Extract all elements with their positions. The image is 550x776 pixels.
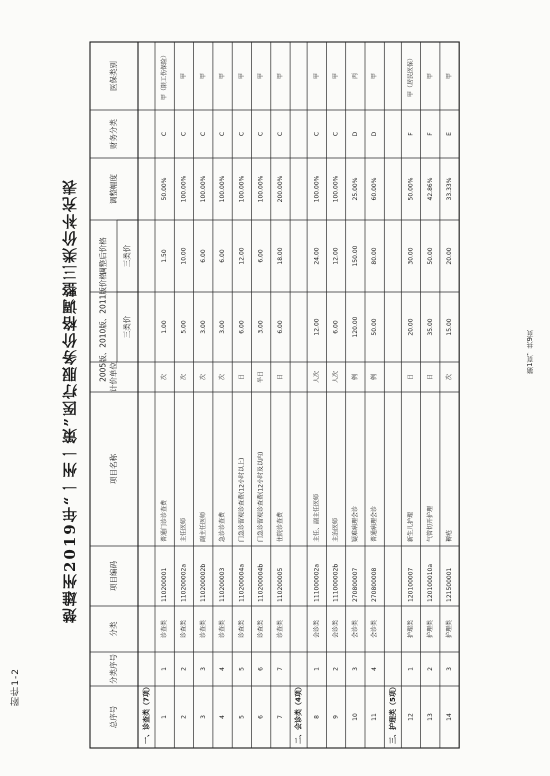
table-cell-total: 4 xyxy=(219,715,227,719)
table-cell-total: 9 xyxy=(332,715,340,719)
table-cell-unit: 半日 xyxy=(257,370,265,384)
table-cell-idx: 4 xyxy=(219,667,227,671)
table-cell-unit: 人次 xyxy=(332,370,340,384)
table-cell-code: 110200004a xyxy=(238,563,246,602)
table-cell-name: 普通门诊诊查费 xyxy=(161,499,169,542)
table-cell-range: 200.00% xyxy=(276,175,284,203)
table-cell-new: 10.00 xyxy=(180,247,188,265)
table-cell-category: 诊查类 xyxy=(219,619,227,639)
header-price-adjusted-group: 调整后价格 xyxy=(98,237,108,275)
table-cell-name: 住院诊查费 xyxy=(276,511,284,542)
table-cell-category: 诊查类 xyxy=(257,619,265,639)
table-cell-category: 护理类 xyxy=(446,619,454,639)
table-cell-category: 会诊类 xyxy=(371,619,379,639)
table-cell-total: 14 xyxy=(446,713,454,721)
table-cell-unit: 人次 xyxy=(313,370,321,384)
table-cell-insurance: 甲 xyxy=(371,72,379,80)
table-cell-code: 110200005 xyxy=(276,567,284,602)
table-cell-old: 3.00 xyxy=(219,320,227,334)
header-category-index: 分类序号 xyxy=(109,654,118,684)
table-cell-finance: C xyxy=(219,131,227,137)
table-cell-insurance: 甲（限工伤保险） xyxy=(161,51,169,101)
table-cell-range: 100.00% xyxy=(238,175,246,203)
table-cell-name: 急诊诊查费 xyxy=(219,511,227,542)
table-cell-unit: 次 xyxy=(161,373,169,381)
table-cell-idx: 1 xyxy=(313,667,321,671)
table-cell-total: 2 xyxy=(180,715,188,719)
table-cell-name: 主任医师 xyxy=(180,517,188,542)
table-cell-new: 12.00 xyxy=(238,247,246,265)
table-cell-name: 门急诊留观诊查费(12小时以上) xyxy=(238,457,246,542)
table-cell-new: 50.00 xyxy=(426,247,434,265)
table-cell-code: 120100010a xyxy=(426,563,434,602)
table-cell-insurance: 甲 xyxy=(199,72,207,80)
table-cell-new: 1.50 xyxy=(161,249,169,263)
header-category: 分类 xyxy=(109,621,118,637)
table-cell-unit: 次 xyxy=(199,373,207,381)
table-cell-insurance: 甲 xyxy=(219,72,227,80)
table-cell-category: 会诊类 xyxy=(351,619,359,639)
table-cell-old: 12.00 xyxy=(313,318,321,336)
table-cell-code: 121500001 xyxy=(446,567,454,602)
table-cell-finance: C xyxy=(180,131,188,137)
table-cell-insurance: 甲 xyxy=(313,72,321,80)
table-cell-new: 12.00 xyxy=(332,247,340,265)
table-cell-category: 会诊类 xyxy=(332,619,340,639)
table-cell-code: 270800007 xyxy=(351,567,359,602)
table-cell-idx: 3 xyxy=(351,667,359,671)
table-cell-idx: 4 xyxy=(371,667,379,671)
table-cell-unit: 日 xyxy=(407,373,415,381)
table-cell-unit: 次 xyxy=(180,373,188,381)
table-cell-old: 6.00 xyxy=(238,320,246,334)
header-price-2005-class: 三类价 xyxy=(122,315,132,339)
table-cell-finance: C xyxy=(257,131,265,137)
table-cell-old: 15.00 xyxy=(446,318,454,336)
table-cell-old: 5.00 xyxy=(180,320,188,334)
table-cell-range: 100.00% xyxy=(313,175,321,203)
header-adjust-range: 调整幅度 xyxy=(109,174,118,204)
table-cell-total: 12 xyxy=(407,713,415,721)
table-cell-old: 3.00 xyxy=(257,320,265,334)
table-cell-name: 新生儿护理 xyxy=(407,511,415,542)
table-cell-old: 120.00 xyxy=(351,316,359,338)
table-cell-idx: 2 xyxy=(426,667,434,671)
table-cell-old: 3.00 xyxy=(199,320,207,334)
table-cell-old: 6.00 xyxy=(332,320,340,334)
page-number: 第1页，共9页 xyxy=(526,330,534,374)
table-cell-code: 110200002a xyxy=(180,563,188,602)
header-finance-class: 财务分类 xyxy=(109,119,118,149)
table-cell-total: 5 xyxy=(238,715,246,719)
table-cell-idx: 1 xyxy=(161,667,169,671)
table-cell-finance: D xyxy=(371,131,379,137)
table-cell-new: 24.00 xyxy=(313,247,321,265)
table-cell-total: 11 xyxy=(371,713,379,721)
table-cell-old: 1.00 xyxy=(161,320,169,334)
section-row-background xyxy=(139,43,155,748)
header-item-code: 项目编码 xyxy=(109,561,118,591)
table-cell-unit: 次 xyxy=(219,373,227,381)
table-cell-insurance: 甲（居民医保） xyxy=(407,54,415,98)
table-cell-insurance: 丙 xyxy=(351,72,359,80)
table-cell-idx: 3 xyxy=(199,667,207,671)
table-cell-range: 100.00% xyxy=(199,175,207,203)
table-cell-range: 60.00% xyxy=(371,177,379,201)
table-cell-idx: 1 xyxy=(407,667,415,671)
table-cell-total: 10 xyxy=(351,713,359,721)
table-cell-code: 120100007 xyxy=(407,567,415,602)
table-cell-name: 主任、副主任医师 xyxy=(313,493,321,542)
table-cell-range: 50.00% xyxy=(161,177,169,201)
table-cell-idx: 7 xyxy=(276,667,284,671)
header-price-adjusted-class: 三类价 xyxy=(122,244,132,268)
table-cell-old: 6.00 xyxy=(276,320,284,334)
table-cell-code: 111000002a xyxy=(313,563,321,602)
table-cell-total: 3 xyxy=(199,715,207,719)
table-cell-code: 111000002b xyxy=(332,563,340,602)
table-cell-finance: C xyxy=(199,131,207,137)
table-cell-code: 110200003 xyxy=(219,567,227,602)
table-cell-new: 6.00 xyxy=(257,249,265,263)
table-cell-finance: D xyxy=(351,131,359,137)
table-cell-new: 20.00 xyxy=(446,247,454,265)
table-cell-total: 8 xyxy=(313,715,321,719)
table-cell-unit: 日 xyxy=(238,373,246,381)
header-insurance-class: 医保类别 xyxy=(109,61,118,91)
table-cell-old: 35.00 xyxy=(426,318,434,336)
table-cell-category: 诊查类 xyxy=(276,619,284,639)
section-title: 一、诊查类（7项） xyxy=(142,683,151,744)
table-cell-code: 270800008 xyxy=(371,567,379,602)
table-cell-insurance: 甲 xyxy=(276,72,284,80)
section-title: 三、护理类（5项） xyxy=(388,683,397,744)
table-cell-total: 1 xyxy=(161,715,169,719)
table-cell-insurance: 甲 xyxy=(332,72,340,80)
table-cell-finance: F xyxy=(426,132,434,136)
table-cell-range: 33.33% xyxy=(446,177,454,201)
attachment-label: 附件1-2 xyxy=(11,668,21,706)
table-cell-idx: 5 xyxy=(238,667,246,671)
table-cell-code: 110200002b xyxy=(199,563,207,602)
section-title: 二、会诊类（4项） xyxy=(294,683,303,744)
table-cell-finance: C xyxy=(238,131,246,137)
table-cell-name: 普通病理会诊 xyxy=(371,505,379,542)
table-cell-idx: 6 xyxy=(257,667,265,671)
table-cell-finance: F xyxy=(407,132,415,136)
header-total-index: 总序号 xyxy=(109,705,118,729)
table-cell-new: 18.00 xyxy=(276,247,284,265)
table-cell-range: 100.00% xyxy=(219,175,227,203)
table-cell-new: 80.00 xyxy=(371,247,379,265)
table-cell-total: 6 xyxy=(257,715,265,719)
table-cell-category: 会诊类 xyxy=(313,619,321,639)
table-cell-new: 150.00 xyxy=(351,245,359,267)
table-cell-insurance: 甲 xyxy=(257,72,265,80)
section-row-background xyxy=(385,43,401,748)
table-cell-unit: 次 xyxy=(446,373,454,381)
table-cell-finance: C xyxy=(313,131,321,137)
document-title: 楚雄州2019年“一州一策”医疗服务价格调整三类价补充表 xyxy=(61,177,79,623)
table-cell-range: 100.00% xyxy=(257,175,265,203)
header-item-name: 项目名称 xyxy=(109,454,118,484)
section-row-background xyxy=(291,43,307,748)
table-cell-new: 6.00 xyxy=(219,249,227,263)
table-cell-insurance: 甲 xyxy=(238,72,246,80)
table-cell-finance: E xyxy=(446,132,454,136)
table-cell-insurance: 甲 xyxy=(180,72,188,80)
table-cell-range: 50.00% xyxy=(407,177,415,201)
table-cell-total: 13 xyxy=(426,713,434,721)
table-cell-total: 7 xyxy=(276,715,284,719)
table-cell-idx: 2 xyxy=(180,667,188,671)
table-cell-category: 诊查类 xyxy=(238,619,246,639)
table-cell-finance: C xyxy=(332,131,340,137)
table-cell-old: 50.00 xyxy=(371,318,379,336)
table-cell-category: 护理类 xyxy=(407,619,415,639)
table-cell-code: 110200004b xyxy=(257,563,265,602)
table-cell-category: 护理类 xyxy=(426,619,434,639)
table-cell-unit: 例 xyxy=(351,373,359,381)
table-cell-name: 主治医师 xyxy=(332,517,340,542)
table-cell-old: 20.00 xyxy=(407,318,415,336)
table-cell-unit: 日 xyxy=(426,373,434,381)
table-cell-insurance: 甲 xyxy=(446,72,454,80)
table-cell-name: 褥疮 xyxy=(446,529,454,542)
table-cell-name: 副主任医师 xyxy=(199,511,207,542)
table-cell-category: 诊查类 xyxy=(199,619,207,639)
table-cell-idx: 2 xyxy=(332,667,340,671)
table-cell-name: 疑难病理会诊 xyxy=(351,505,359,542)
table-cell-unit: 日 xyxy=(276,373,284,381)
table-cell-range: 100.00% xyxy=(332,175,340,203)
table-cell-name: 气管切开护理 xyxy=(426,505,434,542)
table-cell-insurance: 甲 xyxy=(426,72,434,80)
table-cell-code: 110200001 xyxy=(161,567,169,602)
table-cell-category: 诊查类 xyxy=(161,619,169,639)
table-cell-new: 6.00 xyxy=(199,249,207,263)
table-cell-finance: C xyxy=(276,131,284,137)
table-cell-range: 100.00% xyxy=(180,175,188,203)
table-cell-unit: 例 xyxy=(371,373,379,381)
table-cell-category: 诊查类 xyxy=(180,619,188,639)
header-price-2005-group: 2005版、2010版、2011版价格 xyxy=(98,272,108,382)
table-cell-name: 门急诊留观诊查费(12小时及以内) xyxy=(257,451,265,542)
header-unit: 计价单位 xyxy=(109,362,118,392)
table-cell-new: 30.00 xyxy=(407,247,415,265)
table-cell-range: 25.00% xyxy=(351,177,359,201)
table-cell-range: 42.86% xyxy=(426,177,434,201)
table-cell-finance: C xyxy=(161,131,169,137)
table-cell-idx: 3 xyxy=(446,667,454,671)
